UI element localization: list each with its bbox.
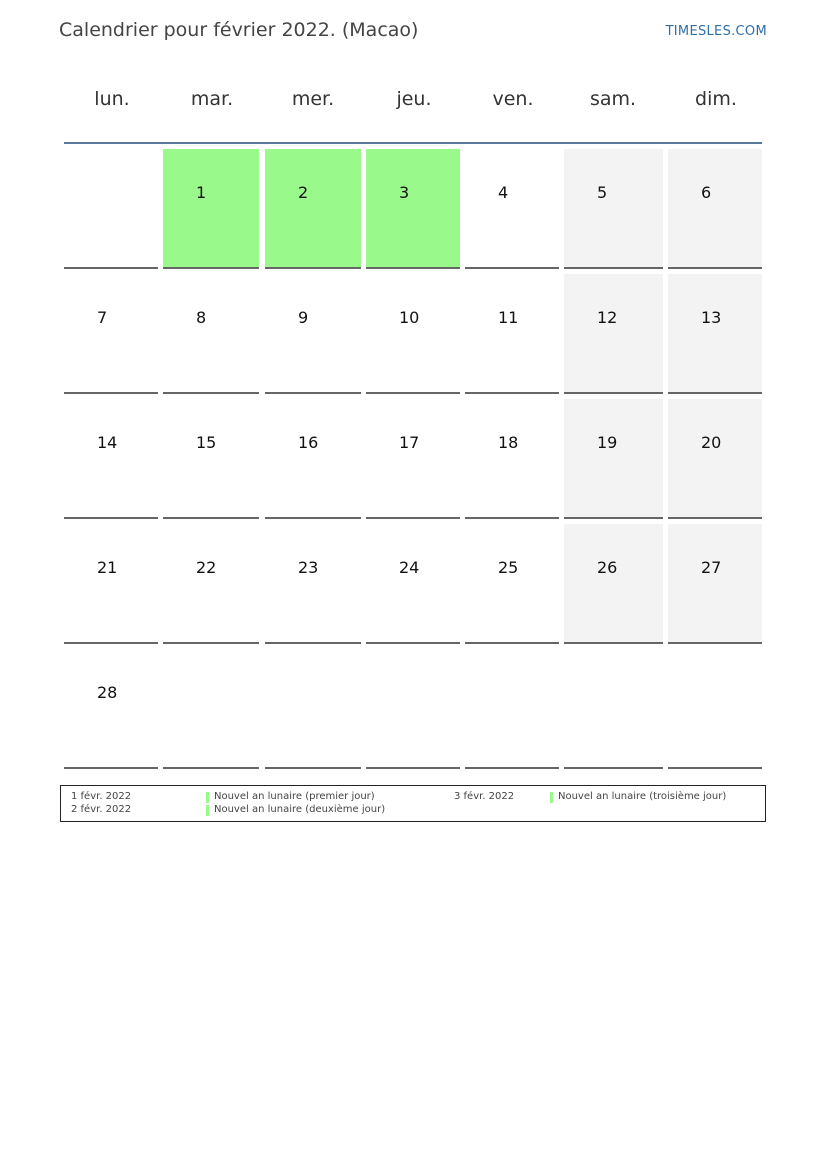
day-number: 17 — [399, 433, 420, 452]
legend-color-swatch — [206, 792, 209, 803]
day-cell — [366, 524, 460, 644]
day-number: 4 — [498, 183, 509, 202]
empty-day-cell — [366, 649, 460, 769]
weekday-header — [64, 88, 762, 120]
header-divider — [64, 142, 762, 144]
empty-day-cell — [64, 149, 158, 269]
legend-date: 2 févr. 2022 — [71, 804, 132, 815]
day-cell — [465, 149, 559, 269]
day-number: 22 — [196, 558, 217, 577]
day-cell — [163, 524, 259, 644]
weekday-sat: sam. — [589, 88, 637, 110]
day-number: 9 — [298, 308, 309, 327]
day-cell — [668, 399, 762, 519]
day-number: 13 — [701, 308, 722, 327]
day-number: 25 — [498, 558, 519, 577]
weekday-thu: jeu. — [396, 88, 432, 110]
day-cell — [64, 274, 158, 394]
day-cell — [366, 399, 460, 519]
legend-holiday-name: Nouvel an lunaire (premier jour) — [214, 791, 375, 802]
day-cell — [564, 399, 663, 519]
empty-day-cell — [564, 649, 663, 769]
day-cell — [64, 399, 158, 519]
day-number: 27 — [701, 558, 722, 577]
day-cell — [265, 274, 361, 394]
day-cell — [668, 274, 762, 394]
day-cell — [64, 649, 158, 769]
weekday-fri: ven. — [492, 88, 534, 110]
legend-holiday-name: Nouvel an lunaire (deuxième jour) — [214, 804, 386, 815]
day-number: 19 — [597, 433, 618, 452]
legend-holiday-name: Nouvel an lunaire (troisième jour) — [558, 791, 727, 802]
legend-date: 3 févr. 2022 — [454, 791, 515, 802]
day-cell — [265, 399, 361, 519]
day-cell — [366, 274, 460, 394]
day-cell — [564, 149, 663, 269]
day-number: 20 — [701, 433, 722, 452]
brand-link[interactable]: TIMESLES.COM — [665, 24, 767, 39]
day-number: 7 — [97, 308, 108, 327]
day-cell — [265, 524, 361, 644]
day-cell — [163, 149, 259, 269]
empty-day-cell — [163, 649, 259, 769]
day-number: 5 — [597, 183, 608, 202]
day-number: 8 — [196, 308, 207, 327]
day-number: 24 — [399, 558, 420, 577]
day-number: 14 — [97, 433, 118, 452]
weekday-mon: lun. — [94, 88, 130, 110]
weekday-wed: mer. — [291, 88, 335, 110]
day-number: 15 — [196, 433, 217, 452]
day-cell — [564, 274, 663, 394]
page-title: Calendrier pour février 2022. (Macao) — [59, 19, 419, 41]
empty-day-cell — [668, 649, 762, 769]
day-number: 1 — [196, 183, 207, 202]
day-cell — [64, 524, 158, 644]
weekday-tue: mar. — [190, 88, 234, 110]
day-number: 6 — [701, 183, 712, 202]
day-number: 18 — [498, 433, 519, 452]
day-cell — [366, 149, 460, 269]
day-number: 12 — [597, 308, 618, 327]
legend-color-swatch — [206, 805, 209, 816]
day-cell — [163, 274, 259, 394]
day-number: 28 — [97, 683, 118, 702]
day-number: 16 — [298, 433, 319, 452]
day-cell — [465, 524, 559, 644]
day-cell — [465, 399, 559, 519]
day-cell — [668, 524, 762, 644]
day-number: 3 — [399, 183, 410, 202]
day-number: 11 — [498, 308, 519, 327]
day-cell — [668, 149, 762, 269]
holiday-legend — [60, 785, 766, 822]
weekday-sun: dim. — [695, 88, 737, 110]
empty-day-cell — [265, 649, 361, 769]
day-number: 23 — [298, 558, 319, 577]
day-number: 26 — [597, 558, 618, 577]
day-number: 10 — [399, 308, 420, 327]
empty-day-cell — [465, 649, 559, 769]
day-cell — [163, 399, 259, 519]
day-cell — [465, 274, 559, 394]
legend-date: 1 févr. 2022 — [71, 791, 132, 802]
day-cell — [265, 149, 361, 269]
day-number: 21 — [97, 558, 118, 577]
day-cell — [564, 524, 663, 644]
day-number: 2 — [298, 183, 309, 202]
legend-color-swatch — [550, 792, 553, 803]
